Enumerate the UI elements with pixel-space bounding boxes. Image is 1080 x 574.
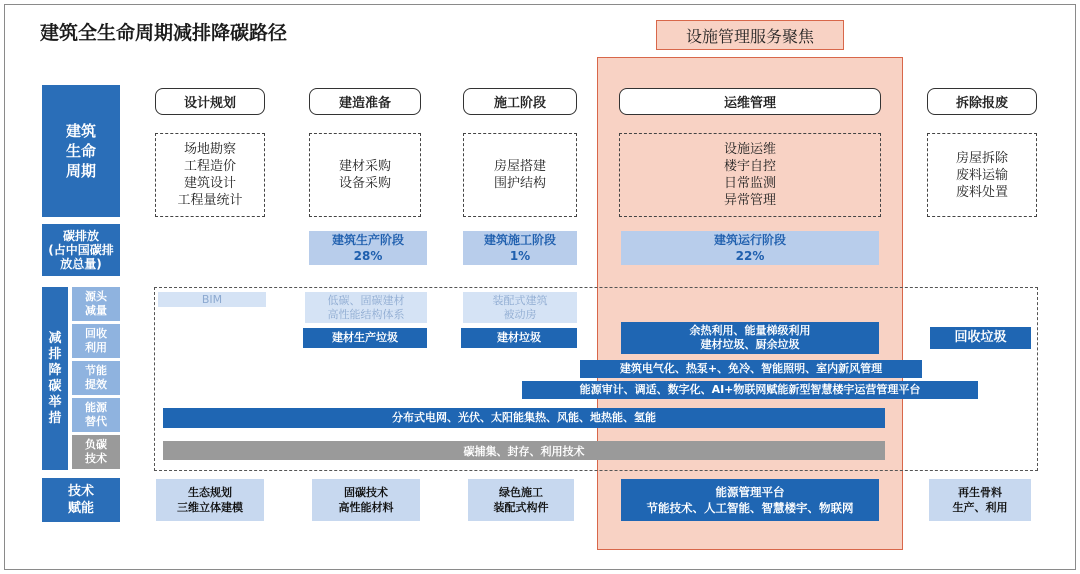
- measure-recycling: 回收 利用: [72, 324, 120, 358]
- efficiency-bar-2: 能源审计、调适、数字化、AI+物联网赋能新型智慧楼宇运营管理平台: [522, 381, 978, 399]
- source-bim: BIM: [158, 292, 266, 307]
- phase-demolition: 拆除报废: [927, 88, 1037, 115]
- source-prefab: 装配式建筑 被动房: [463, 292, 577, 323]
- tech-construction: 绿色施工 装配式构件: [468, 479, 574, 521]
- emission-construction-label: 建筑施工阶段: [483, 233, 556, 247]
- measure-negative-carbon: 负碳 技术: [72, 435, 120, 469]
- recycle-construction-waste: 建材垃圾: [461, 328, 577, 348]
- phase-operation: 运维管理: [619, 88, 881, 115]
- measure-efficiency: 节能 提效: [72, 361, 120, 395]
- activities-design: 场地勘察 工程造价 建筑设计 工程量统计: [155, 133, 265, 217]
- efficiency-bar-1: 建筑电气化、热泵+、免冷、智能照明、室内新风管理: [580, 360, 922, 378]
- measure-energy-substitution: 能源 替代: [72, 398, 120, 432]
- tech-preparation: 固碳技术 高性能材料: [312, 479, 420, 521]
- diagram-title: 建筑全生命周期减排降碳路径: [40, 22, 288, 44]
- emission-construction: [463, 231, 577, 265]
- tech-design: 生态规划 三维立体建模: [156, 479, 264, 521]
- phase-construction: 施工阶段: [463, 88, 577, 115]
- emission-production: [309, 231, 427, 265]
- activities-operation: 设施运维 楼宇自控 日常监测 异常管理: [619, 133, 881, 217]
- emission-operation-pct: 22%: [735, 249, 765, 263]
- energy-substitution-bar: 分布式电网、光伏、太阳能集热、风能、地热能、氢能: [163, 408, 885, 428]
- facility-management-label: 设施管理服务聚焦: [656, 20, 844, 50]
- row-header-measures: 减 排 降 碳 举 措: [42, 287, 68, 470]
- recycle-demolition: 回收垃圾: [930, 327, 1031, 349]
- activities-construction: 房屋搭建 围护结构: [463, 133, 577, 217]
- tech-demolition: 再生骨料 生产、利用: [929, 479, 1031, 521]
- emission-operation: [621, 231, 879, 265]
- phase-preparation: 建造准备: [309, 88, 421, 115]
- emission-construction-pct: 1%: [509, 249, 531, 263]
- emission-operation-label: 建筑运行阶段: [713, 233, 786, 247]
- recycle-production-waste: 建材生产垃圾: [303, 328, 427, 348]
- activities-preparation: 建材采购 设备采购: [309, 133, 421, 217]
- source-low-carbon-materials: 低碳、固碳建材 高性能结构体系: [305, 292, 427, 323]
- row-header-lifecycle: 建筑 生命 周期: [42, 85, 120, 217]
- emission-production-label: 建筑生产阶段: [331, 233, 404, 247]
- row-header-tech: 技术 赋能: [42, 478, 120, 522]
- emission-production-pct: 28%: [353, 249, 383, 263]
- tech-operation: 能源管理平台 节能技术、人工智能、智慧楼宇、物联网: [621, 479, 879, 521]
- recycle-operation: 余热利用、能量梯级利用 建材垃圾、厨余垃圾: [621, 322, 879, 354]
- phase-design: 设计规划: [155, 88, 265, 115]
- row-header-emissions: 碳排放 (占中国碳排 放总量): [42, 224, 120, 276]
- carbon-capture-bar: 碳捕集、封存、利用技术: [163, 441, 885, 460]
- activities-demolition: 房屋拆除 废料运输 废料处置: [927, 133, 1037, 217]
- measure-source-reduction: 源头 减量: [72, 287, 120, 321]
